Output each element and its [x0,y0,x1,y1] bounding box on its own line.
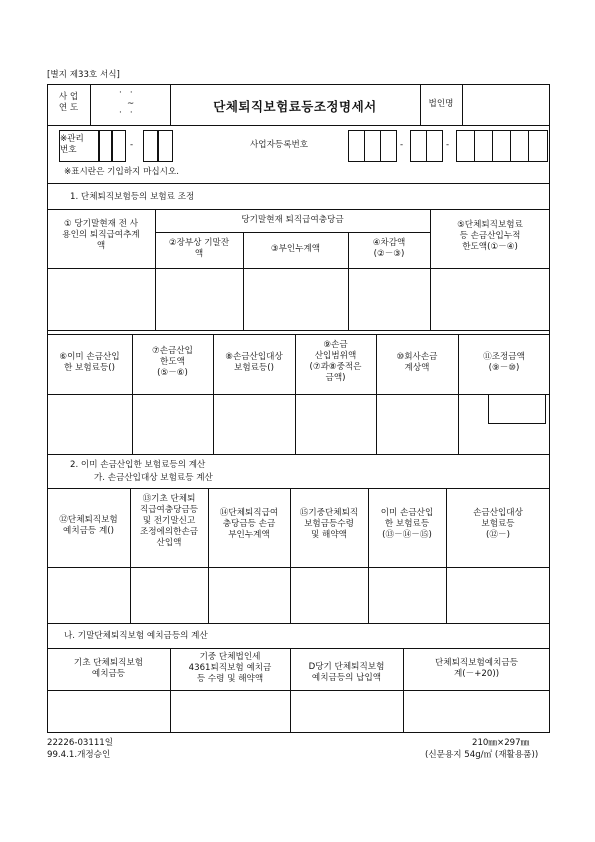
biz-no-digit-10[interactable] [528,130,548,162]
period-separator: ~ [127,99,135,109]
approval-date: 99.4.1.개정승인 [47,750,111,760]
biz-no-digit-3[interactable] [380,130,397,162]
col19-value-field[interactable] [171,692,289,731]
col2-value-field[interactable] [156,270,242,328]
col14-value-field[interactable] [209,569,289,621]
col11-value-field[interactable] [459,396,549,452]
col5-value-field[interactable] [431,270,549,328]
col1-header: ① 당기말현재 전 사 용인의 퇴직급여추계 액 [62,219,140,251]
biz-no-digit-2[interactable] [364,130,381,162]
section1-title: 1. 단체퇴직보험등의 보험료 조정 [70,192,195,202]
col19-header: 기중 단체법인세 4361퇴직보험 예치금 등 수령 및 해약액 [188,652,272,684]
col12-value-field[interactable] [48,569,129,621]
mgmt-digit-1[interactable] [99,130,112,162]
header-divider [47,125,550,126]
col3-header: ③부인누계액 [270,244,321,254]
col12-header: ⑫단체퇴직보험 예치금등 계() [59,515,118,536]
col17-value-field[interactable] [447,569,549,621]
biz-no-digit-9[interactable] [510,130,529,162]
biz-no-dash-1: - [400,140,404,150]
corp-name-label: 법인명 [428,99,454,109]
col20-header: D당기 단체퇴직보험 예치금등의 납입액 [308,662,385,683]
mgmt-digit-4[interactable] [158,130,173,162]
col9-header: ⑨손금 산입범위액 (⑦과⑧중적은 금액) [309,340,362,383]
col2-header: ②장부상 기말잔 액 [168,238,230,259]
section2b-subtitle: 나. 기말단체퇴직보험 예치금등의 계산 [64,631,208,641]
biz-no-dash-2: - [446,140,450,150]
col8-value-field[interactable] [214,396,294,452]
notice-text: ※표시란은 기입하지 마십시오. [64,167,180,177]
biz-no-digit-7[interactable] [474,130,493,162]
col14-header: ⑭단체퇴직급여 충당금등 손금 부인누계액 [219,508,279,540]
col7-header: ⑦손금산입 한도액 (⑤－⑥) [152,346,193,378]
col21-value-field[interactable] [404,692,549,731]
mgmt-digit-2[interactable] [112,130,126,162]
col4-header: ④차감액 (②－③) [372,238,406,259]
col5-header: ⑤단체퇴직보험료 등 손금산입누적 한도액(①－④) [457,220,523,252]
col10-header: ⑩회사손금 계상액 [396,352,438,373]
biz-no-digit-8[interactable] [492,130,511,162]
paper-size: 210㎜×297㎜ [472,738,530,748]
col18-value-field[interactable] [48,692,169,731]
biz-reg-no-label: 사업자등록번호 [250,140,309,150]
form-code: 22226-03111일 [47,738,114,748]
col20-value-field[interactable] [291,692,402,731]
col21-header: 단체퇴직보험예치금등 계(－+20)) [434,658,519,679]
biz-no-digit-4[interactable] [410,130,427,162]
col13-value-field[interactable] [131,569,207,621]
section2-title: 2. 이미 손금산입한 보험료등의 계산 [70,460,206,470]
section2a-subtitle: 가. 손금산입대상 보험료등 계산 [94,473,213,483]
mgmt-number-label: ※관리 번호 [60,134,84,155]
col1-value-field[interactable] [48,270,154,328]
col4-value-field[interactable] [349,270,429,328]
col17-header: 손금산입대상 보험료등 (⑫－) [473,508,523,540]
col10-value-field[interactable] [377,396,457,452]
col6-value-field[interactable] [48,396,131,452]
corp-name-field[interactable] [463,86,548,123]
col11-header: ⑪조정금액 (⑨－⑩) [483,352,525,373]
col16-header: 이미 손금산입 한 보험료등 (⑬－⑭－⑮) [380,508,434,540]
col13-header: ⑬기초 단체퇴 직급여충당금등 및 전기말신고 조정에의한손금 산입액 [139,494,199,548]
biz-no-digit-1[interactable] [348,130,365,162]
mgmt-dash: - [130,140,134,150]
biz-no-digit-5[interactable] [426,130,443,162]
col16-value-field[interactable] [369,569,445,621]
col8-header: ⑧손금산입대상 보험료등() [225,352,283,373]
reserve-group-header: 당기말현재 퇴직급여충당금 [241,215,344,225]
col18-header: 기초 단체퇴직보험 예치금등 [73,658,144,679]
biz-no-digit-6[interactable] [456,130,475,162]
col6-header: ⑥이미 손금산입 한 보험료등() [59,352,120,373]
business-year-label: 사 업 연 도 [58,92,79,113]
form-title: 단체퇴직보험료등조정명세서 [213,99,377,114]
form-number-label: [별지 제33호 서식] [47,70,120,80]
col3-value-field[interactable] [244,270,347,328]
paper-type: (신문용지 54g/㎡ (재활용품)) [425,750,539,760]
mgmt-digit-3[interactable] [143,130,158,162]
col15-header: ⑮기중단체퇴직 보험금등수령 및 해약액 [299,508,359,540]
col9-value-field[interactable] [296,396,375,452]
business-year-field[interactable]: · · ~ · · [119,88,135,118]
col7-value-field[interactable] [133,396,212,452]
col15-value-field[interactable] [291,569,367,621]
